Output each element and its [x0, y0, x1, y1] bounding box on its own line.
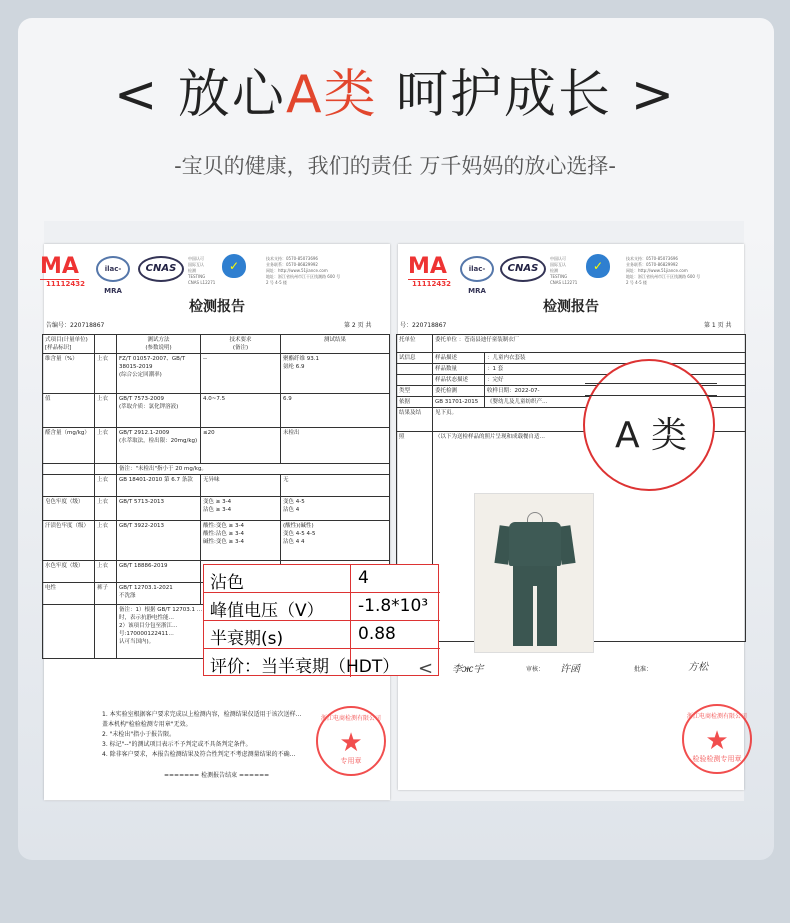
cma-number: 11112432 — [46, 280, 85, 288]
stamp-ring-text: 浙江电商检测有限公司 — [686, 713, 747, 720]
highlight-label: 沾色 — [210, 573, 244, 593]
stamp-ring-text: 浙江电商检测有限公司 — [320, 715, 381, 722]
table-cell: 裤子 — [95, 583, 117, 605]
page-title — [0, 52, 790, 127]
table-cell: 汗渍色牢度（级） — [43, 521, 95, 561]
table-cell: 收样日期：2022-07- — [485, 386, 746, 397]
table-header: 技术要求 (备注) — [201, 335, 281, 354]
shirt-body — [509, 522, 561, 566]
report-page-2 — [40, 244, 390, 800]
ilac-logo: ilac-MRA — [460, 256, 494, 282]
note-line: 号:170000122411… — [119, 631, 174, 637]
table-cell: ：完好 — [485, 375, 746, 386]
table-cell: -- — [201, 354, 281, 394]
table-cell: 上衣 — [95, 561, 117, 583]
table-cell: 托单位 — [397, 335, 433, 353]
table-cell: 6.9 — [281, 394, 390, 428]
table-cell: GB/T 3922-2013 — [117, 521, 201, 561]
table-cell: 无异味 — [201, 475, 281, 497]
cert-logos — [40, 250, 390, 295]
table-cell: 未检出 — [281, 428, 390, 464]
reviewer-signature: 许函 — [560, 664, 580, 675]
cma-number: 11112432 — [412, 280, 451, 288]
table-cell: GB 31701-2015 — [433, 397, 485, 408]
cert-logos — [398, 250, 744, 295]
ilac-logo: ilac-MRA — [96, 256, 130, 282]
footnote: 4. 除非客户要求，本报告检测结果及符合性判定不考虑测量结果的不确… — [102, 751, 296, 758]
table-cell: 样品数量 — [433, 364, 485, 375]
official-stamp — [316, 706, 386, 776]
star-icon: ★ — [339, 728, 363, 758]
cma-logo: MA — [408, 254, 447, 279]
reviewer-label: 审核： — [526, 666, 545, 673]
table-header — [95, 335, 117, 354]
note-line: 认可当国内)。 — [119, 639, 155, 645]
title-left: < 放心 — [113, 65, 286, 125]
highlight-label: 峰值电压（V） — [210, 601, 324, 621]
contact-fine-print: 技术支持：0570-85073696 业务联系：0570-86829992 网址：http://www.51jiance.com 地址：浙江省杭州市江干区钱潮路 600 号 2 号 4-5 楼 — [626, 256, 701, 285]
table-row — [397, 335, 746, 353]
table-cell — [43, 464, 95, 475]
highlight-label: 评价：当半衰期（HDT） — [210, 657, 400, 677]
table-row — [397, 364, 746, 375]
table-row — [43, 394, 390, 428]
footnote: 1. 本实验室根据客户要求完成以上检测内容，检测结果仅适用于该次送样… — [102, 711, 302, 718]
table-cell — [397, 375, 433, 386]
shield-icon: ✓ — [586, 254, 610, 278]
cnas-logo: CNAS — [500, 256, 546, 282]
table-cell: ：1 套 — [485, 364, 746, 375]
highlight-value: -1.8*10³ — [358, 596, 429, 616]
table-cell: 结果及结 — [397, 408, 433, 432]
table-cell: 上衣 — [95, 475, 117, 497]
table-header: 测试结果 — [281, 335, 390, 354]
report-number: 号：220718867 — [400, 322, 447, 329]
table-cell: （以下为送检样品的照片呈现和成载餐自适… — [433, 432, 746, 642]
table-cell: 变色 4-5 沾色 4 — [281, 497, 390, 521]
footnote: 2. "未检出"指小于报告限。 — [102, 731, 176, 738]
table-header: 测试方法 (参数说明) — [117, 335, 201, 354]
table-cell: 皂色牢度（级） — [43, 497, 95, 521]
results-highlight-box — [203, 564, 439, 676]
cnas-logo: CNAS — [138, 256, 184, 282]
cma-logo: MA — [40, 254, 79, 279]
approver-signature: 方松 — [688, 662, 708, 673]
page-subtitle: -宝贝的健康，我们的责任 万千妈妈的放心选择- — [174, 154, 616, 178]
title-highlight: A类 — [285, 65, 378, 125]
hanger-icon — [527, 512, 543, 522]
table-cell: ：儿童内衣套装 — [485, 353, 746, 364]
table-cell: 无 — [281, 475, 390, 497]
shield-icon: ✓ — [222, 254, 246, 278]
table-cell: GB 18401-2010 第 6.7 条款 — [117, 475, 201, 497]
table-cell: 维含量（%） — [43, 354, 95, 394]
table-cell: 上衣 — [95, 521, 117, 561]
table-cell: GB/T 7573-2009 (萃取介质：氯化钾溶液) — [117, 394, 201, 428]
footnote: 3. 标记"--"的测试项目表示不予判定或不具备判定条件。 — [102, 741, 252, 748]
table-cell — [95, 464, 117, 475]
table-cell: 上衣 — [95, 394, 117, 428]
report-title: 检测报告 — [543, 299, 599, 315]
table-cell: 备注："未检出"指小于 20 mg/kg。 — [117, 464, 390, 475]
highlight-row — [204, 649, 440, 677]
contact-fine-print: 技术支持：0570-85073696 业务联系：0570-86829992 网址：http://www.51jiance.com 地址：浙江省杭州市江干区钱潮路 600 号 2 号 4-5 楼 — [266, 256, 341, 285]
table-cell: 依据 — [397, 397, 433, 408]
chevron-left-icon: < — [418, 658, 434, 679]
table-row — [43, 521, 390, 561]
cell-value: ：苍南县迪仔童装制衣厂 — [458, 337, 520, 343]
table-cell: 试信息 — [397, 353, 433, 364]
table-row — [43, 497, 390, 521]
table-cell — [43, 605, 95, 659]
table-cell: GB/T 12703.1-2021 不洗涤 — [117, 583, 201, 605]
star-icon: ★ — [705, 726, 729, 756]
zoom-line — [585, 383, 717, 384]
table-cell: 上衣 — [95, 497, 117, 521]
pants-gap — [533, 586, 537, 646]
official-stamp — [682, 704, 752, 774]
table-cell: 醛含量（mg/kg） — [43, 428, 95, 464]
zoom-line — [585, 395, 717, 396]
table-cell: 类型 — [397, 386, 433, 397]
table-cell: 值 — [43, 394, 95, 428]
cell-label: 委托单位 — [435, 337, 458, 343]
table-cell: FZ/T 01057-2007、GB/T 38015-2019 (综合公定回潮率) — [117, 354, 201, 394]
note-line: 时，表示抗静电性能… — [119, 615, 175, 621]
page-number: 第 2 页 共 — [344, 322, 372, 329]
note-line: 2）该项目分包至浙江… — [119, 623, 178, 629]
table-cell: 上衣 — [95, 428, 117, 464]
table-cell: GB/T 18886-2019 — [117, 561, 201, 583]
table-cell — [95, 605, 117, 659]
table-cell: (酸性)(碱性) 变色 4-5 4-5 沾色 4 4 — [281, 521, 390, 561]
table-row — [43, 354, 390, 394]
table-cell: 委托检测 — [433, 386, 485, 397]
table-cell: GB/T 5713-2013 — [117, 497, 201, 521]
cert-fine-print: 中国认可 国际互认 检测 TESTING CNAS L12271 — [188, 256, 216, 285]
writer-signature: 李ж宇 — [452, 664, 484, 675]
highlight-row — [204, 593, 440, 621]
cert-fine-print: 中国认可 国际互认 检测 TESTING CNAS L12271 — [550, 256, 578, 285]
sample-photo — [474, 493, 594, 653]
table-cell: 照 — [397, 432, 433, 642]
table-cell — [43, 475, 95, 497]
title-right: 呵护成长 > — [377, 65, 677, 125]
table-cell — [433, 335, 746, 353]
note-line: 备注：1）根据 GB/T 12703.1 … — [119, 607, 203, 613]
table-header-row — [43, 335, 390, 354]
stamp-label: 检验检测专用章 — [692, 755, 742, 763]
highlight-row — [204, 565, 440, 593]
grade-label: A 类 — [614, 415, 688, 456]
table-cell: 水色牢度（级） — [43, 561, 95, 583]
table-cell: ≤20 — [201, 428, 281, 464]
highlight-value: 0.88 — [358, 624, 396, 644]
highlight-label: 半衰期(s) — [210, 629, 284, 649]
approver-label: 批准： — [634, 666, 653, 673]
report-title: 检测报告 — [189, 299, 245, 315]
table-cell: 《婴幼儿及儿童纺织产… — [485, 397, 746, 408]
stamp-label: 专用章 — [340, 757, 362, 765]
table-header: 式项目(计量单位) [样品标识] — [43, 335, 95, 354]
grade-zoom-circle — [583, 359, 715, 491]
table-cell: 上衣 — [95, 354, 117, 394]
table-cell: 样品描述 — [433, 353, 485, 364]
highlight-row — [204, 621, 440, 649]
report-end-line: ======= 检测报告结束 ====== — [164, 772, 270, 779]
report-number: 告编号：220718867 — [46, 322, 105, 329]
table-cell: 聚酯纤维 93.1 氨纶 6.9 — [281, 354, 390, 394]
table-row — [43, 475, 390, 497]
highlight-value: 4 — [358, 568, 369, 588]
table-cell: 电性 — [43, 583, 95, 605]
table-cell: 见下页。 — [433, 408, 746, 432]
table-row — [43, 464, 390, 475]
table-cell: 4.0~7.5 — [201, 394, 281, 428]
footnote: 盖本机构"检验检测专用章"无效。 — [102, 721, 192, 728]
table-cell: 样品状态描述 — [433, 375, 485, 386]
table-cell: 酸性:变色 ≥ 3-4 酸性:沾色 ≥ 3-4 碱性:变色 ≥ 3-4 — [201, 521, 281, 561]
table-cell — [397, 364, 433, 375]
table-row — [43, 428, 390, 464]
table-cell: GB/T 2912.1-2009 (水萃取法，检出限：20mg/kg) — [117, 428, 201, 464]
page-number: 第 1 页 共 — [704, 322, 732, 329]
table-row — [397, 353, 746, 364]
table-cell: 变色 ≥ 3-4 沾色 ≥ 3-4 — [201, 497, 281, 521]
